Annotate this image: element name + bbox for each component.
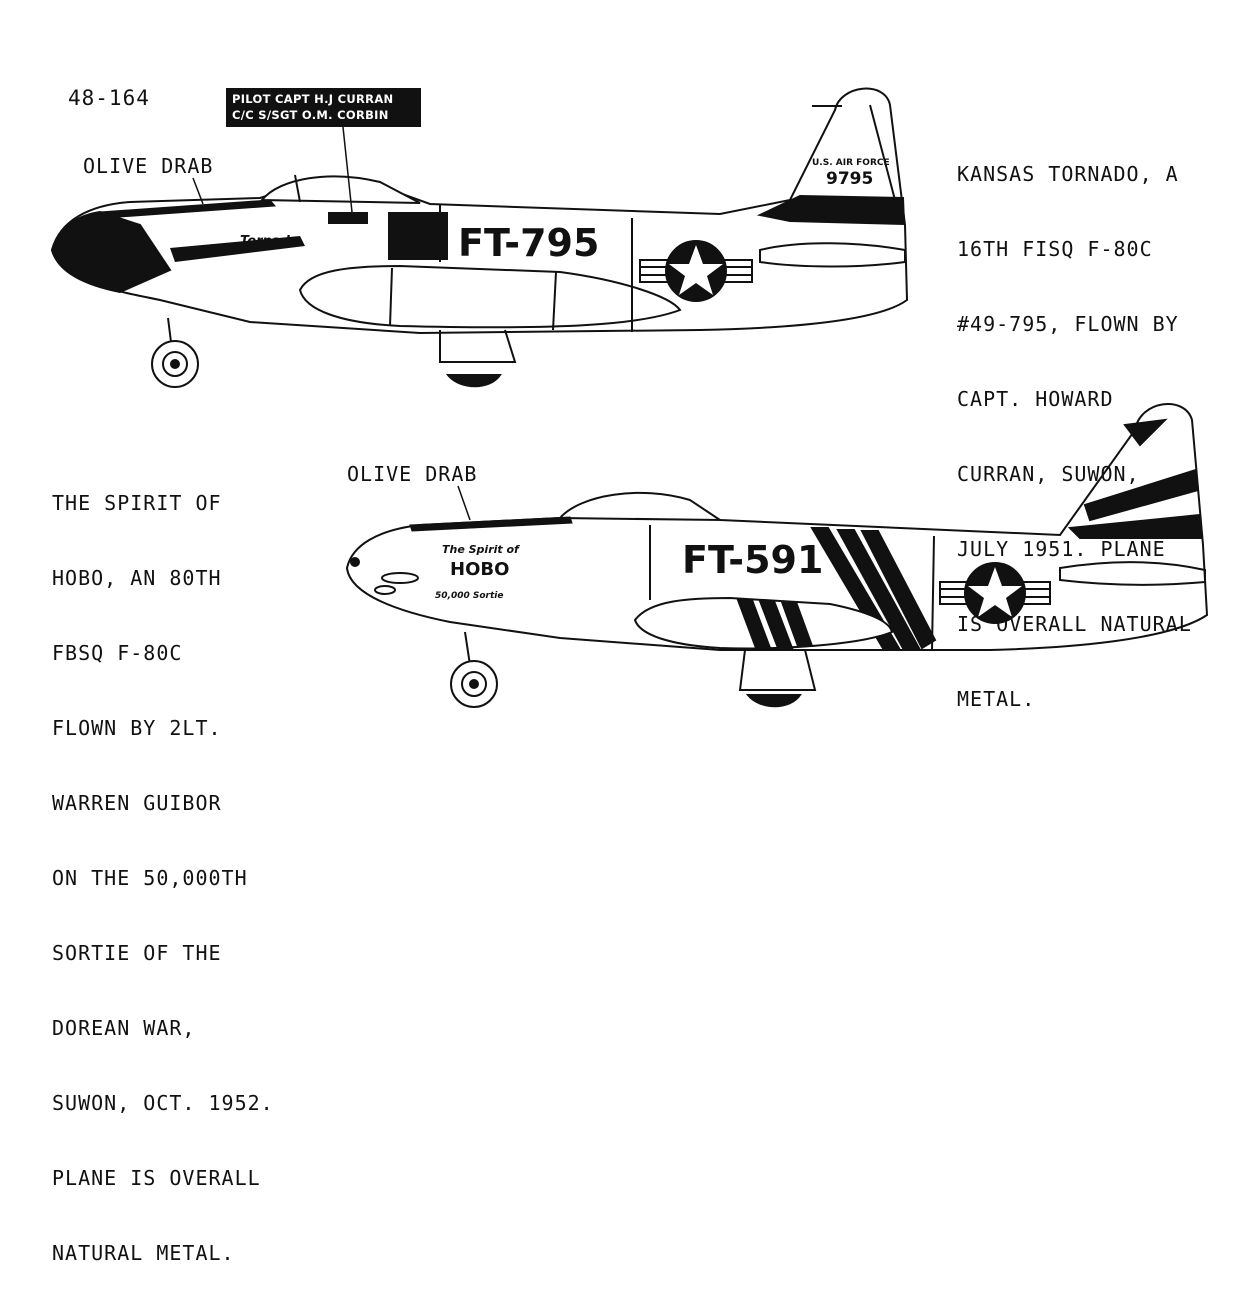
pilot-line-1: PILOT CAPT H.J CURRAN — [232, 92, 394, 106]
top-tail-number: 9795 — [826, 169, 874, 189]
caption-line: METAL. — [957, 687, 1036, 711]
top-tail-text: U.S. AIR FORCE — [812, 158, 890, 168]
bottom-nose-art-main: HOBO — [450, 559, 510, 580]
caption-line: FBSQ F-80C — [52, 641, 183, 665]
caption-line: IS OVERALL NATURAL — [957, 612, 1192, 636]
pilot-line-2: C/C S/SGT O.M. CORBIN — [232, 108, 389, 122]
top-caption — [957, 112, 1192, 737]
caption-line: CAPT. HOWARD — [957, 387, 1114, 411]
caption-line: DOREAN WAR, — [52, 1016, 196, 1040]
bottom-buzz-number: FT-591 — [682, 538, 824, 582]
caption-line: FLOWN BY 2LT. — [52, 716, 222, 740]
caption-line: SUWON, OCT. 1952. — [52, 1091, 274, 1115]
top-pilot-box — [226, 88, 421, 127]
top-serial-label: 48-164 — [68, 86, 150, 110]
bottom-nose-art-bottom: 50,000 Sortie — [435, 591, 504, 601]
top-nose-art-text: Tornado — [240, 234, 299, 249]
caption-line: JULY 1951. PLANE — [957, 537, 1166, 561]
top-mission-scoreboard — [388, 212, 448, 260]
caption-line: ON THE 50,000TH — [52, 866, 248, 890]
bottom-caption — [52, 441, 274, 1291]
caption-line: 16TH FISQ F-80C — [957, 237, 1153, 261]
bottom-olive-drab-label: OLIVE DRAB — [347, 462, 478, 486]
caption-line: HOBO, AN 80TH — [52, 566, 222, 590]
caption-line: CURRAN, SUWON, — [957, 462, 1140, 486]
top-olive-drab-label: OLIVE DRAB — [83, 154, 214, 178]
caption-line: THE SPIRIT OF — [52, 491, 222, 515]
caption-line: WARREN GUIBOR — [52, 791, 222, 815]
caption-line: #49-795, FLOWN BY — [957, 312, 1179, 336]
top-tail-band — [760, 196, 904, 224]
caption-line: PLANE IS OVERALL — [52, 1166, 261, 1190]
top-buzz-number: FT-795 — [458, 221, 600, 265]
caption-line: KANSAS TORNADO, A — [957, 162, 1179, 186]
caption-line: SORTIE OF THE — [52, 941, 222, 965]
caption-line: NATURAL METAL. — [52, 1241, 235, 1265]
bottom-nose-art-top: The Spirit of — [442, 543, 519, 556]
